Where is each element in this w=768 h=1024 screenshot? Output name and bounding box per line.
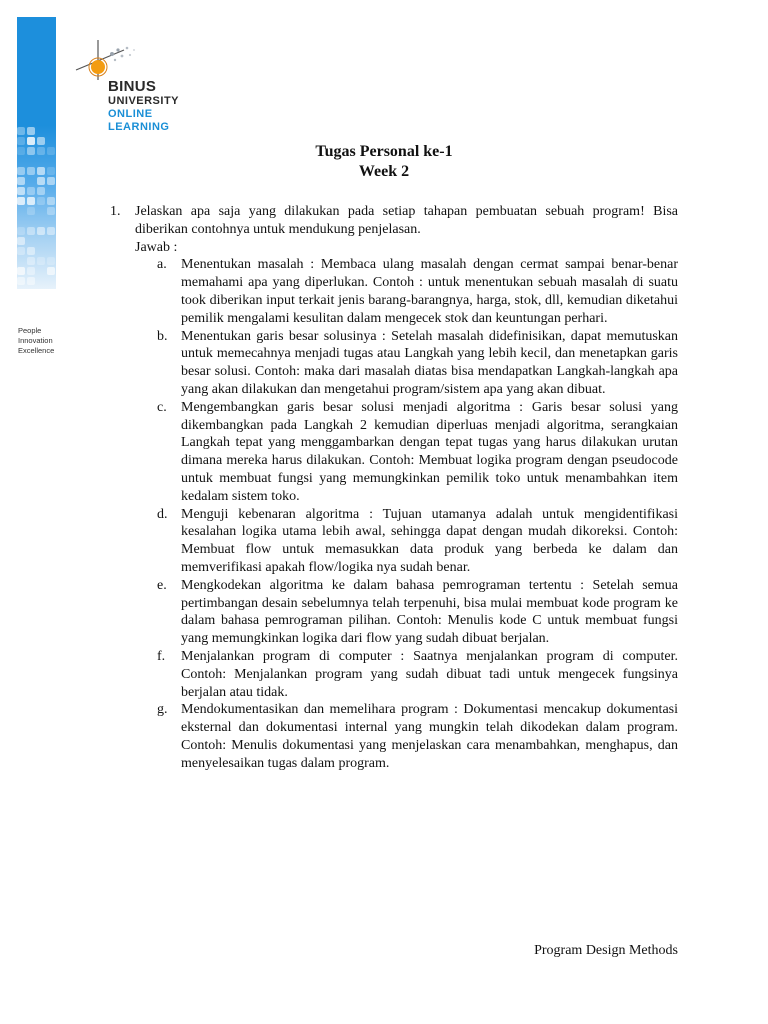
logo-online-text: ONLINE bbox=[108, 108, 153, 120]
answer-label: Jawab : bbox=[135, 239, 178, 255]
document-body bbox=[110, 203, 678, 773]
answer-item-b bbox=[135, 328, 678, 399]
strip-tile bbox=[37, 227, 45, 235]
answer-letter: g. bbox=[157, 702, 168, 718]
logo-learning-text: LEARNING bbox=[108, 121, 170, 133]
answer-list bbox=[135, 256, 678, 772]
strip-tile bbox=[27, 277, 35, 285]
strip-tile bbox=[27, 227, 35, 235]
strip-tile bbox=[17, 237, 25, 245]
answer-item-f bbox=[135, 648, 678, 701]
answer-item-e bbox=[135, 577, 678, 648]
tagline-line: Excellence bbox=[18, 346, 55, 355]
strip-tile bbox=[47, 207, 55, 215]
answer-text: Menguji kebenaran algoritma : Tujuan utamanya adalah untuk mengidentifikasi kesalahan logika utama lebih awal, sehingga dapat dengan mudah dikoreksi. Contoh: Membuat flow untuk memasukkan data produk yang berbeda ke dalam dan memverifikasi apakah flow/logika nya sudah benar. bbox=[181, 506, 678, 575]
answer-letter: d. bbox=[157, 506, 168, 522]
answer-text: Menentukan masalah : Membaca ulang masalah dengan cermat sampai benar-benar memahami apa yang diperlukan. Contoh : untuk menentukan sebuah masalah di suatu took diberikan input terkait jenis barang-barangnya, harga, stok, dll, kemudian diketahui pemilik mengalami kesulitan dalam mengecek stok dan keuntungan perhari. bbox=[181, 257, 678, 326]
strip-tile bbox=[17, 227, 25, 235]
answer-text: Menjalankan program di computer : Saatnya menjalankan program di computer. Contoh: Menjalankan program yang sudah dibuat tadi untuk mengecek fungsinya berjalan atau tidak. bbox=[181, 648, 678, 700]
strip-tile bbox=[37, 187, 45, 195]
strip-tile bbox=[27, 267, 35, 275]
strip-tile bbox=[27, 207, 35, 215]
strip-tile bbox=[47, 257, 55, 265]
strip-tile bbox=[47, 267, 55, 275]
answer-letter: c. bbox=[157, 399, 167, 415]
strip-tile bbox=[17, 187, 25, 195]
strip-tile bbox=[17, 267, 25, 275]
question-text: Jelaskan apa saja yang dilakukan pada setiap tahapan pembuatan sebuah program! Bisa diberikan contohnya untuk mendukung penjelasan. bbox=[135, 204, 678, 237]
strip-tile bbox=[37, 257, 45, 265]
tagline-line: People bbox=[18, 326, 42, 335]
strip-tile bbox=[47, 227, 55, 235]
question-number: 1. bbox=[110, 204, 121, 219]
answer-letter: b. bbox=[157, 328, 168, 344]
answer-item-c bbox=[135, 399, 678, 506]
university-tagline bbox=[18, 326, 54, 356]
strip-tile bbox=[27, 197, 35, 205]
strip-tile bbox=[27, 257, 35, 265]
strip-tile bbox=[17, 247, 25, 255]
answer-item-d bbox=[135, 506, 678, 577]
answer-letter: e. bbox=[157, 577, 167, 593]
answer-item-g bbox=[135, 701, 678, 772]
logo-university-text: UNIVERSITY bbox=[108, 95, 180, 107]
document-title: Tugas Personal ke-1 bbox=[315, 143, 453, 160]
answer-text: Mengembangkan garis besar solusi menjadi algoritma : Garis besar solusi yang dikembangkan pada Langkah 2 kemudian diperluas menjadi algoritma, serangkaian Langkah tepat yang menggambarkan dengan tepat tugas yang harus dilakukan urutan dimana mereka harus dilakukan. Contoh: Membuat logika program dengan pseudocode untuk membuat fungsi yang memungkinkan pemilik toko untuk menambahkan item kedalam sistem toko. bbox=[181, 399, 678, 504]
answer-text: Mengkodekan algoritma ke dalam bahasa pemrograman tertentu : Setelah semua pertimbangan desain sebelumnya telah terpenuhi, bisa mulai membuat kode program ke dalam bahasa pemrograman pilihan. Contoh: Menulis kode C untuk membuat fungsi yang memungkinkan logika dari flow yang sudah dibuat berjalan. bbox=[181, 577, 678, 647]
strip-tile bbox=[47, 197, 55, 205]
strip-tile bbox=[17, 197, 25, 205]
strip-tile bbox=[27, 127, 35, 135]
strip-tile bbox=[17, 277, 25, 285]
strip-tile bbox=[17, 127, 25, 135]
page-footer: Program Design Methods bbox=[534, 943, 678, 958]
document-subtitle: Week 2 bbox=[358, 163, 410, 180]
answer-text: Mendokumentasikan dan memelihara program : Dokumentasi mencakup dokumentasi eksternal dan dokumentasi internal yang mungkin telah dikodekan dalam program. Contoh: Menulis dokumentasi yang menjelaskan cara menambahkan, menghapus, dan menyelesaikan tugas dalam program. bbox=[181, 702, 678, 771]
binus-logo-mark-icon bbox=[72, 38, 152, 82]
strip-tile bbox=[37, 197, 45, 205]
answer-letter: a. bbox=[157, 257, 167, 273]
answer-text: Menentukan garis besar solusinya : Setelah masalah didefinisikan, dapat memutuskan untuk memecahnya menjadi tugas atau Langkah yang lebih kecil, dan menetapkan garis besar solusi. Contoh: maka dari masalah diatas bisa mendapatkan Langkah-langkah apa yang akan dilakukan dan mengetahui program/sistem apa yang akan dibuat. bbox=[181, 328, 678, 397]
binus-online-logo bbox=[72, 38, 192, 142]
answer-letter: f. bbox=[157, 648, 166, 664]
strip-tile bbox=[27, 247, 35, 255]
question-item bbox=[110, 203, 678, 773]
strip-tile bbox=[27, 187, 35, 195]
logo-binus-text: BINUS bbox=[108, 78, 157, 95]
tagline-line: Innovation bbox=[18, 336, 53, 345]
answer-item-a bbox=[135, 256, 678, 327]
